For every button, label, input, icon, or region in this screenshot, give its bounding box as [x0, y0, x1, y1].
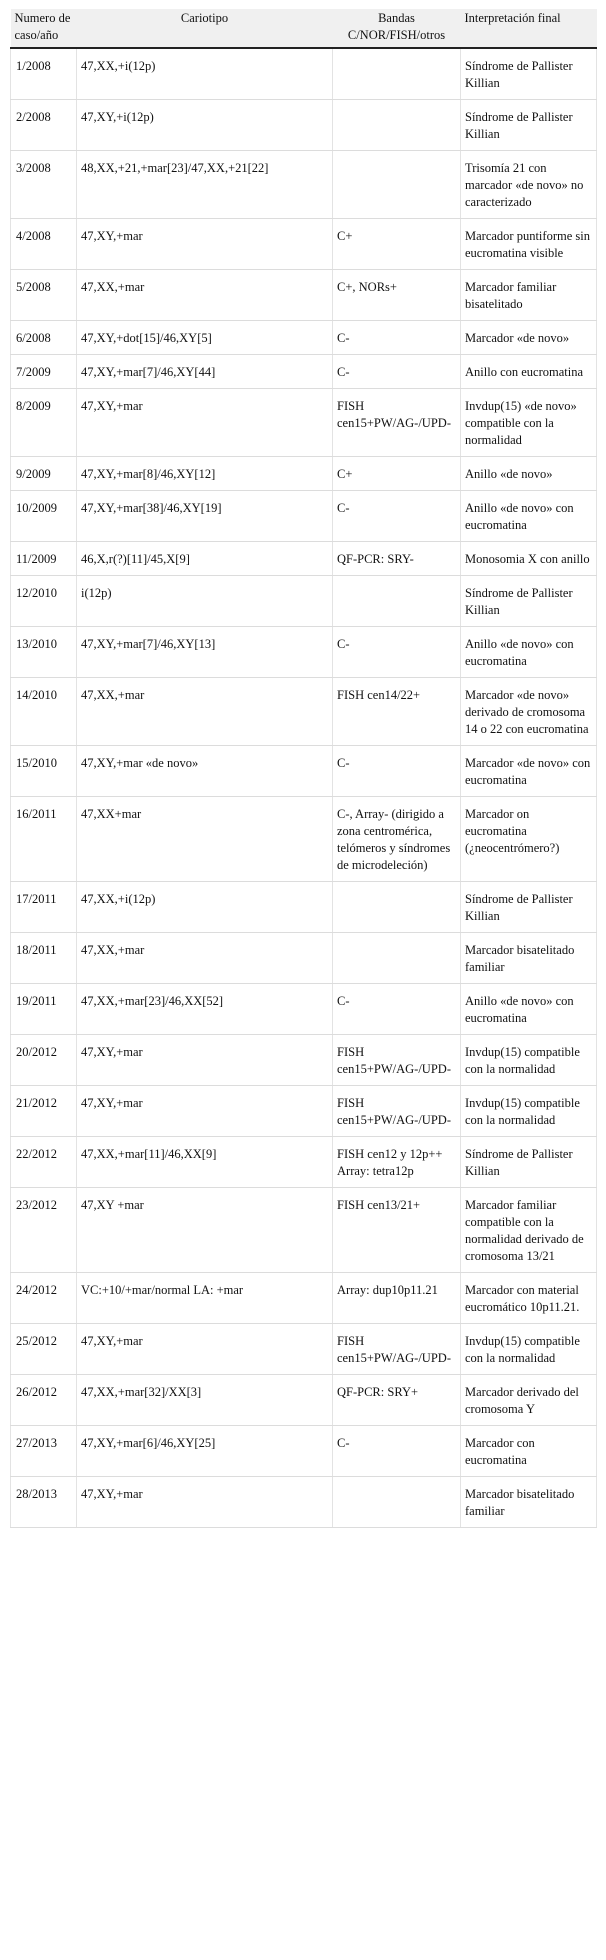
- cell-case-number: 8/2009: [11, 389, 77, 457]
- table-row: [11, 627, 597, 678]
- cell-case-number: 2/2008: [11, 100, 77, 151]
- cell-interpretation: Trisomía 21 con marcador «de novo» no caracterizado: [461, 151, 597, 219]
- cell-bands: C-: [333, 355, 461, 389]
- cell-case-number: 14/2010: [11, 678, 77, 746]
- karyotype-table: [10, 9, 597, 1528]
- cell-case-number: 23/2012: [11, 1188, 77, 1273]
- cell-interpretation: Síndrome de Pallister Killian: [461, 100, 597, 151]
- header-karyotype: Cariotipo: [77, 9, 333, 48]
- cell-bands: QF-PCR: SRY-: [333, 542, 461, 576]
- cell-karyotype: 47,XX,+mar[23]/46,XX[52]: [77, 984, 333, 1035]
- cell-bands: C+: [333, 219, 461, 270]
- cell-case-number: 24/2012: [11, 1273, 77, 1324]
- cell-bands: C-: [333, 746, 461, 797]
- cell-karyotype: i(12p): [77, 576, 333, 627]
- cell-interpretation: Marcador familiar compatible con la normalidad derivado de cromosoma 13/21: [461, 1188, 597, 1273]
- cell-case-number: 28/2013: [11, 1477, 77, 1528]
- cell-karyotype: 46,X,r(?)[11]/45,X[9]: [77, 542, 333, 576]
- cell-bands: FISH cen15+PW/AG-/UPD-: [333, 389, 461, 457]
- cell-interpretation: Síndrome de Pallister Killian: [461, 1137, 597, 1188]
- cell-case-number: 20/2012: [11, 1035, 77, 1086]
- cell-case-number: 12/2010: [11, 576, 77, 627]
- cell-karyotype: 47,XX+mar: [77, 797, 333, 882]
- cell-bands: [333, 576, 461, 627]
- table-row: [11, 1426, 597, 1477]
- table-row: [11, 984, 597, 1035]
- cell-interpretation: Invdup(15) compatible con la normalidad: [461, 1086, 597, 1137]
- table-row: [11, 797, 597, 882]
- cell-case-number: 4/2008: [11, 219, 77, 270]
- cell-bands: C+, NORs+: [333, 270, 461, 321]
- cell-karyotype: 47,XX,+mar[11]/46,XX[9]: [77, 1137, 333, 1188]
- table-row: [11, 576, 597, 627]
- cell-bands: C-: [333, 627, 461, 678]
- cell-interpretation: Marcador derivado del cromosoma Y: [461, 1375, 597, 1426]
- table-row: [11, 151, 597, 219]
- table-row: [11, 1273, 597, 1324]
- cell-interpretation: Marcador bisatelitado familiar: [461, 1477, 597, 1528]
- cell-bands: FISH cen14/22+: [333, 678, 461, 746]
- cell-case-number: 13/2010: [11, 627, 77, 678]
- table-row: [11, 457, 597, 491]
- table-row: [11, 678, 597, 746]
- cell-interpretation: Marcador puntiforme sin eucromatina visible: [461, 219, 597, 270]
- cell-bands: C-: [333, 984, 461, 1035]
- header-row: [11, 9, 597, 48]
- cell-karyotype: 47,XY,+mar[6]/46,XY[25]: [77, 1426, 333, 1477]
- cell-case-number: 22/2012: [11, 1137, 77, 1188]
- table-row: [11, 542, 597, 576]
- cell-bands: QF-PCR: SRY+: [333, 1375, 461, 1426]
- table-header: [11, 9, 597, 48]
- table-row: [11, 270, 597, 321]
- cell-bands: FISH cen15+PW/AG-/UPD-: [333, 1324, 461, 1375]
- cell-karyotype: 47,XY,+mar[7]/46,XY[44]: [77, 355, 333, 389]
- cell-interpretation: Anillo con eucromatina: [461, 355, 597, 389]
- table-body: [11, 48, 597, 1528]
- cell-karyotype: 47,XY,+mar «de novo»: [77, 746, 333, 797]
- cell-interpretation: Invdup(15) «de novo» compatible con la normalidad: [461, 389, 597, 457]
- cell-case-number: 7/2009: [11, 355, 77, 389]
- cell-karyotype: 47,XX,+mar: [77, 678, 333, 746]
- cell-karyotype: 47,XY,+mar: [77, 1324, 333, 1375]
- cell-interpretation: Síndrome de Pallister Killian: [461, 48, 597, 100]
- cell-case-number: 16/2011: [11, 797, 77, 882]
- table-row: [11, 491, 597, 542]
- table-row: [11, 933, 597, 984]
- cell-bands: [333, 48, 461, 100]
- cell-interpretation: Marcador familiar bisatelitado: [461, 270, 597, 321]
- cell-bands: FISH cen15+PW/AG-/UPD-: [333, 1035, 461, 1086]
- cell-bands: C-: [333, 321, 461, 355]
- cell-interpretation: Invdup(15) compatible con la normalidad: [461, 1035, 597, 1086]
- table-row: [11, 1188, 597, 1273]
- table-row: [11, 389, 597, 457]
- cell-interpretation: Marcador «de novo» derivado de cromosoma 14 o 22 con eucromatina: [461, 678, 597, 746]
- cell-karyotype: 47,XX,+mar: [77, 933, 333, 984]
- cell-interpretation: Anillo «de novo» con eucromatina: [461, 984, 597, 1035]
- cell-karyotype: 47,XY,+dot[15]/46,XY[5]: [77, 321, 333, 355]
- cell-case-number: 15/2010: [11, 746, 77, 797]
- cell-karyotype: VC:+10/+mar/normal LA: +mar: [77, 1273, 333, 1324]
- cell-bands: C-: [333, 1426, 461, 1477]
- cell-interpretation: Marcador con eucromatina: [461, 1426, 597, 1477]
- cell-interpretation: Marcador «de novo» con eucromatina: [461, 746, 597, 797]
- cell-case-number: 10/2009: [11, 491, 77, 542]
- cell-bands: FISH cen13/21+: [333, 1188, 461, 1273]
- cell-karyotype: 47,XY,+mar: [77, 1035, 333, 1086]
- table-row: [11, 100, 597, 151]
- header-case-number: Numero de caso/año: [11, 9, 77, 48]
- cell-bands: [333, 1477, 461, 1528]
- header-interpretation: Interpretación final: [461, 9, 597, 48]
- table-row: [11, 1375, 597, 1426]
- cell-bands: [333, 151, 461, 219]
- cell-bands: C+: [333, 457, 461, 491]
- cell-interpretation: Síndrome de Pallister Killian: [461, 576, 597, 627]
- table-row: [11, 48, 597, 100]
- table-row: [11, 1035, 597, 1086]
- cell-karyotype: 47,XY,+mar[38]/46,XY[19]: [77, 491, 333, 542]
- table-row: [11, 1086, 597, 1137]
- cell-karyotype: 47,XY,+i(12p): [77, 100, 333, 151]
- table-row: [11, 355, 597, 389]
- cell-interpretation: Invdup(15) compatible con la normalidad: [461, 1324, 597, 1375]
- cell-bands: [333, 882, 461, 933]
- table-row: [11, 882, 597, 933]
- cell-karyotype: 47,XY,+mar: [77, 1086, 333, 1137]
- table-row: [11, 219, 597, 270]
- cell-karyotype: 47,XY,+mar: [77, 389, 333, 457]
- cell-case-number: 25/2012: [11, 1324, 77, 1375]
- cell-bands: [333, 100, 461, 151]
- cell-interpretation: Marcador on eucromatina (¿neocentrómero?): [461, 797, 597, 882]
- cell-interpretation: Síndrome de Pallister Killian: [461, 882, 597, 933]
- cell-bands: C-, Array- (dirigido a zona centromérica, telómeros y síndromes de microdeleción): [333, 797, 461, 882]
- cell-interpretation: Marcador con material eucromático 10p11.21.: [461, 1273, 597, 1324]
- cell-case-number: 9/2009: [11, 457, 77, 491]
- cell-case-number: 3/2008: [11, 151, 77, 219]
- cell-interpretation: Monosomia X con anillo: [461, 542, 597, 576]
- cell-bands: FISH cen12 y 12p++ Array: tetra12p: [333, 1137, 461, 1188]
- cell-karyotype: 47,XY,+mar[7]/46,XY[13]: [77, 627, 333, 678]
- cell-case-number: 18/2011: [11, 933, 77, 984]
- cell-karyotype: 47,XY,+mar: [77, 1477, 333, 1528]
- cell-karyotype: 47,XX,+mar: [77, 270, 333, 321]
- cell-bands: C-: [333, 491, 461, 542]
- cell-karyotype: 47,XX,+mar[32]/XX[3]: [77, 1375, 333, 1426]
- table-row: [11, 321, 597, 355]
- cell-case-number: 21/2012: [11, 1086, 77, 1137]
- cell-interpretation: Marcador bisatelitado familiar: [461, 933, 597, 984]
- table-row: [11, 1324, 597, 1375]
- cell-case-number: 6/2008: [11, 321, 77, 355]
- cell-karyotype: 48,XX,+21,+mar[23]/47,XX,+21[22]: [77, 151, 333, 219]
- cell-interpretation: Anillo «de novo»: [461, 457, 597, 491]
- cell-interpretation: Marcador «de novo»: [461, 321, 597, 355]
- header-bands: Bandas C/NOR/FISH/otros: [333, 9, 461, 48]
- cell-karyotype: 47,XX,+i(12p): [77, 48, 333, 100]
- cell-bands: [333, 933, 461, 984]
- cell-case-number: 19/2011: [11, 984, 77, 1035]
- cell-bands: Array: dup10p11.21: [333, 1273, 461, 1324]
- cell-karyotype: 47,XY +mar: [77, 1188, 333, 1273]
- cell-interpretation: Anillo «de novo» con eucromatina: [461, 627, 597, 678]
- cell-case-number: 5/2008: [11, 270, 77, 321]
- cell-case-number: 11/2009: [11, 542, 77, 576]
- table-row: [11, 1137, 597, 1188]
- cell-karyotype: 47,XY,+mar: [77, 219, 333, 270]
- cell-bands: FISH cen15+PW/AG-/UPD-: [333, 1086, 461, 1137]
- cell-case-number: 17/2011: [11, 882, 77, 933]
- table-row: [11, 1477, 597, 1528]
- cell-karyotype: 47,XX,+i(12p): [77, 882, 333, 933]
- cell-case-number: 1/2008: [11, 48, 77, 100]
- cell-case-number: 26/2012: [11, 1375, 77, 1426]
- table-row: [11, 746, 597, 797]
- cell-karyotype: 47,XY,+mar[8]/46,XY[12]: [77, 457, 333, 491]
- cell-interpretation: Anillo «de novo» con eucromatina: [461, 491, 597, 542]
- cell-case-number: 27/2013: [11, 1426, 77, 1477]
